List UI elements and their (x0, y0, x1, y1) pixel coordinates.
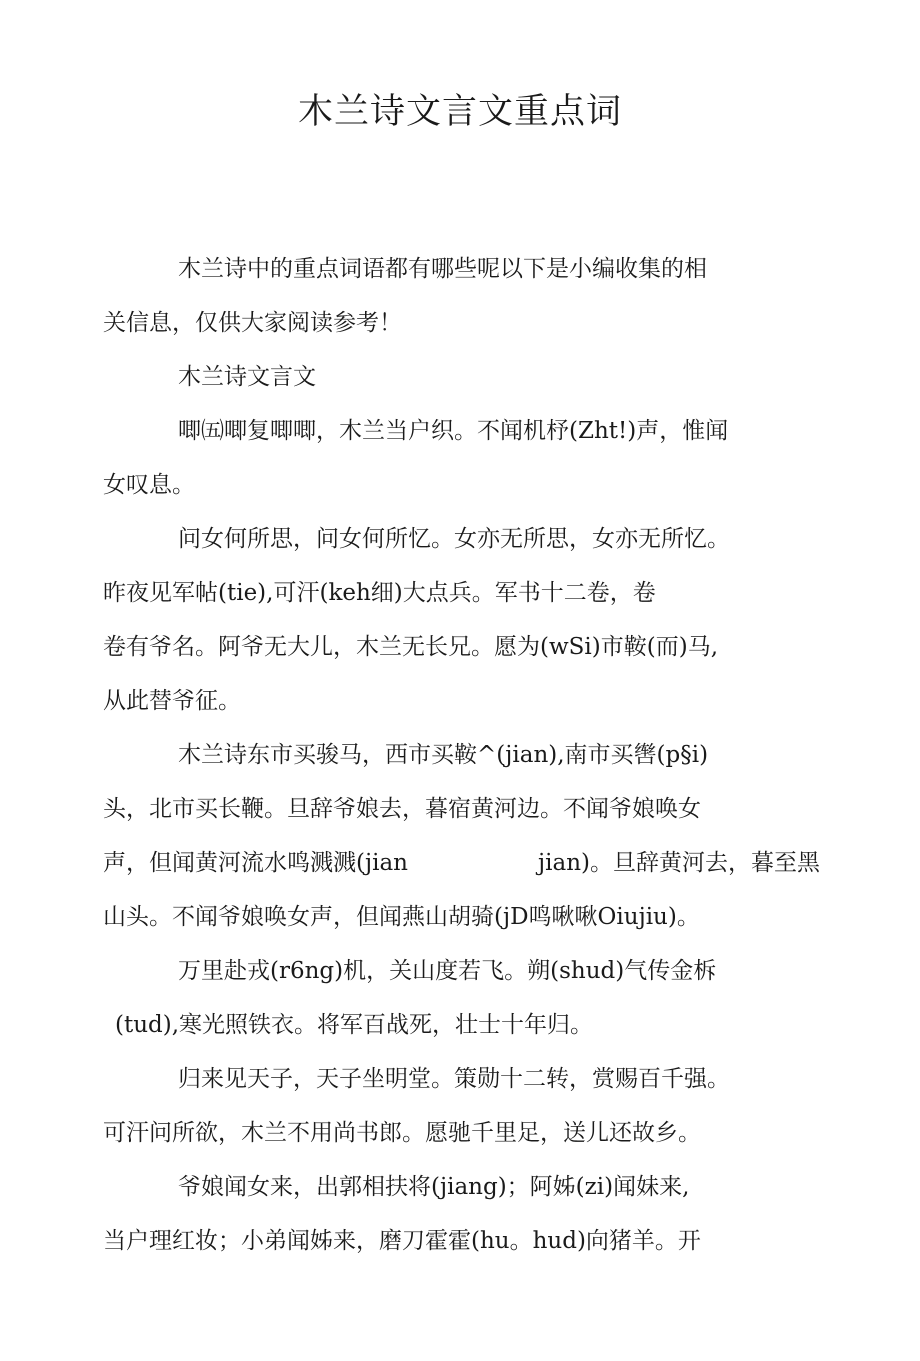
paragraph-line: 木兰诗东市买骏马，西市买鞍^(jian),南市买辔(p§i) (178, 742, 709, 768)
paragraph-line: 从此替爷征。 (103, 688, 241, 714)
paragraph-line: 问女何所思，问女何所忆。女亦无所思，女亦无所忆。 (178, 526, 730, 552)
paragraph-line: 关信息，仅供大家阅读参考！ (103, 310, 402, 336)
paragraph-line: 声，但闻黄河流水鸣溅溅(jian (103, 850, 408, 876)
document-title: 木兰诗文言文重点词 (297, 92, 622, 132)
paragraph-line: 可汗问所欲，木兰不用尚书郎。愿驰千里足，送儿还故乡。 (103, 1120, 701, 1146)
paragraph-line: 卷有爷名。阿爷无大儿，木兰无长兄。愿为(wSi)市鞍(而)马, (103, 634, 719, 660)
paragraph-line: 山头。不闻爷娘唤女声，但闻燕山胡骑(jD鸣啾啾Oiujiu)。 (103, 904, 700, 930)
paragraph-line: 昨夜见军帖(tie),可汗(keh细)大点兵。军书十二卷，卷 (103, 580, 656, 606)
paragraph-line: (tud),寒光照铁衣。将军百战死，壮士十年归。 (115, 1012, 594, 1038)
paragraph-line: 归来见天子，天子坐明堂。策勋十二转，赏赐百千强。 (178, 1066, 730, 1092)
section-heading: 木兰诗文言文 (178, 364, 316, 390)
paragraph-line: 当户理红妆；小弟闻姊来，磨刀霍霍(hu。hud)向猪羊。开 (103, 1228, 701, 1254)
paragraph-line: 女叹息。 (103, 472, 195, 498)
paragraph-line: 爷娘闻女来，出郭相扶将(jiang)；阿姊(zi)闻妹来, (178, 1174, 690, 1200)
paragraph-line: 木兰诗中的重点词语都有哪些呢以下是小编收集的相 (178, 256, 707, 282)
paragraph-line: 头，北市买长鞭。旦辞爷娘去，暮宿黄河边。不闻爷娘唤女 (103, 796, 701, 822)
paragraph-line: 万里赴戎(r6ng)机，关山度若飞。朔(shud)气传金柝 (178, 958, 717, 984)
paragraph-line: jian)。旦辞黄河去，暮至黑 (538, 850, 820, 876)
paragraph-line: 唧㈤唧复唧唧，木兰当户织。不闻机杼(Zht!)声，惟闻 (178, 418, 729, 444)
